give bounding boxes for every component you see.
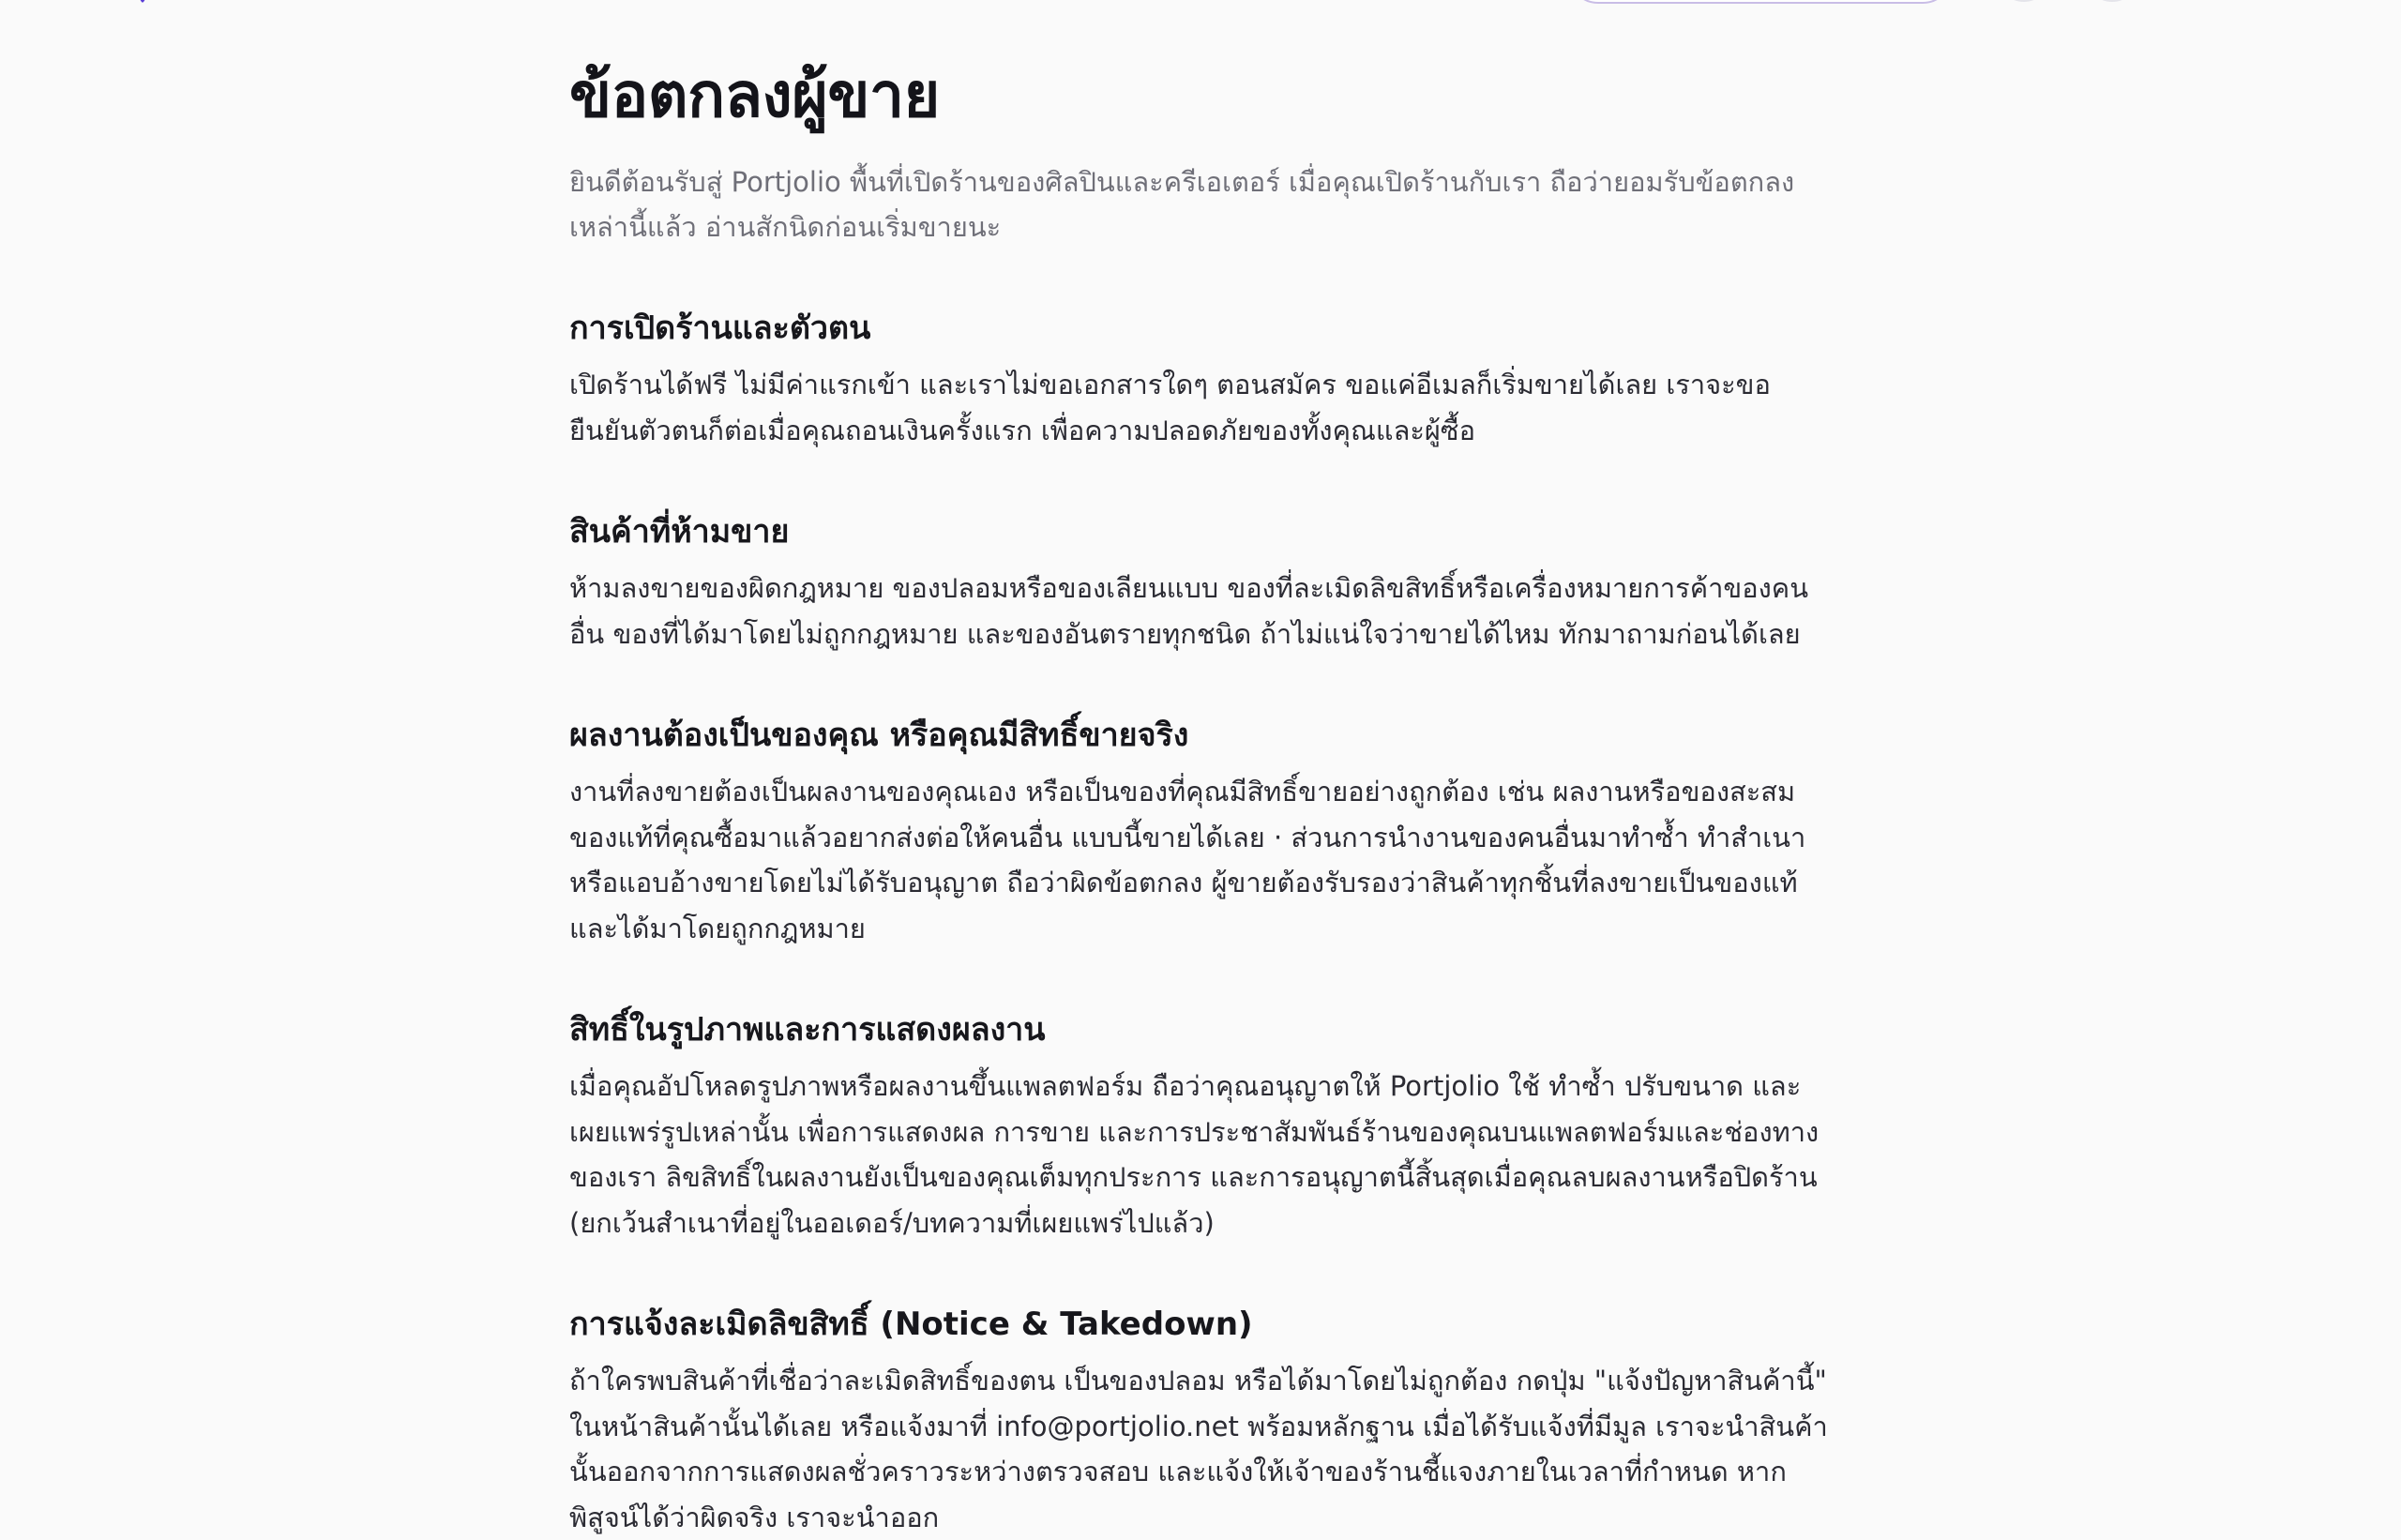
seller-agreement-content xyxy=(569,49,1835,1540)
search-input[interactable] xyxy=(1568,0,1953,4)
section-prohibited-items xyxy=(569,509,1835,657)
section-title: สินค้าที่ห้ามขาย xyxy=(569,513,790,551)
page-title: ข้อตกลงผู้ขาย xyxy=(569,59,940,131)
section-notice-takedown xyxy=(569,1302,1835,1540)
section-body: ห้ามลงขายของผิดกฎหมาย ของปลอมหรือของเลียนแบบ ของที่ละเมิดลิขสิทธิ์หรือเครื่องหมายการค้าของคนอื่น ของที่ได้มาโดยไม่ถูกกฎหมาย และของอันตรายทุกชนิด ถ้าไม่แน่ใจว่าขายได้ไหม ทักมาถามก่อนได้เลย xyxy=(569,572,1809,650)
brand-logo-icon[interactable] xyxy=(131,0,154,6)
section-image-rights xyxy=(569,1007,1835,1246)
section-body: ถ้าใครพบสินค้าที่เชื่อว่าละเมิดสิทธิ์ของตน เป็นของปลอม หรือได้มาโดยไม่ถูกต้อง กดปุ่ม "แจ้งปัญหาสินค้านี้" ในหน้าสินค้านั้นได้เลย หรือแจ้งมาที่ info@portjolio.net พร้อมหลักฐาน เมื่อได้รับแจ้งที่มีมูล เราจะนำสินค้านั้นออกจากการแสดงผลชั่วคราวระหว่างตรวจสอบ และแจ้งให้เจ้าของร้านชี้แจงภายในเวลาที่กำหนด หากพิสูจน์ได้ว่าผิดจริง เราจะนำออก xyxy=(569,1365,1828,1533)
section-body: เมื่อคุณอัปโหลดรูปภาพหรือผลงานขึ้นแพลตฟอร์ม ถือว่าคุณอนุญาตให้ Portjolio ใช้ ทำซ้ำ ปรับขนาด และเผยแพร่รูปเหล่านั้น เพื่อการแสดงผล การขาย และการประชาสัมพันธ์ร้านของคุณบนแพลตฟอร์มและช่องทางของเรา ลิขสิทธิ์ในผลงานยังเป็นของคุณเต็มทุกประการ และการอนุญาตนี้สิ้นสุดเมื่อคุณลบผลงานหรือปิดร้าน (ยกเว้นสำเนาที่อยู่ในออเดอร์/บทความที่เผยแพร่ไปแล้ว) xyxy=(569,1070,1820,1239)
section-title: สิทธิ์ในรูปภาพและการแสดงผลงาน xyxy=(569,1011,1046,1049)
section-body: เปิดร้านได้ฟรี ไม่มีค่าแรกเข้า และเราไม่ขอเอกสารใดๆ ตอนสมัคร ขอแค่อีเมลก็เริ่มขายได้เลย เราจะขอยืนยันตัวตนก็ต่อเมื่อคุณถอนเงินครั้งแรก เพื่อความปลอดภัยของทั้งคุณและผู้ซื้อ xyxy=(569,369,1771,446)
section-title: ผลงานต้องเป็นของคุณ หรือคุณมีสิทธิ์ขายจริง xyxy=(569,717,1189,754)
header-icon-button[interactable] xyxy=(2086,0,2138,2)
page-intro: ยินดีต้อนรับสู่ Portjolio พื้นที่เปิดร้านของศิลปินและครีเอเตอร์ เมื่อคุณเปิดร้านกับเรา ถือว่ายอมรับข้อตกลงเหล่านี้แล้ว อ่านสักนิดก่อนเริ่มขายนะ xyxy=(569,166,1795,243)
section-body: งานที่ลงขายต้องเป็นผลงานของคุณเอง หรือเป็นของที่คุณมีสิทธิ์ขายอย่างถูกต้อง เช่น ผลงานหรือของสะสมของแท้ที่คุณซื้อมาแล้วอยากส่งต่อให้คนอื่น แบบนี้ขายได้เลย · ส่วนการนำงานของคนอื่นมาทำซ้ำ ทำสำเนา หรือแอบอ้างขายโดยไม่ได้รับอนุญาต ถือว่าผิดข้อตกลง ผู้ขายต้องรับรองว่าสินค้าทุกชิ้นที่ลงขายเป็นของแท้และได้มาโดยถูกกฎหมาย xyxy=(569,776,1806,944)
section-shop-opening-identity xyxy=(569,306,1835,453)
section-ownership-rights xyxy=(569,713,1835,951)
section-title: การแจ้งละเมิดลิขสิทธิ์ (Notice & Takedown) xyxy=(569,1306,1253,1343)
header-icon-button[interactable] xyxy=(1998,0,2050,2)
section-title: การเปิดร้านและตัวตน xyxy=(569,310,871,347)
